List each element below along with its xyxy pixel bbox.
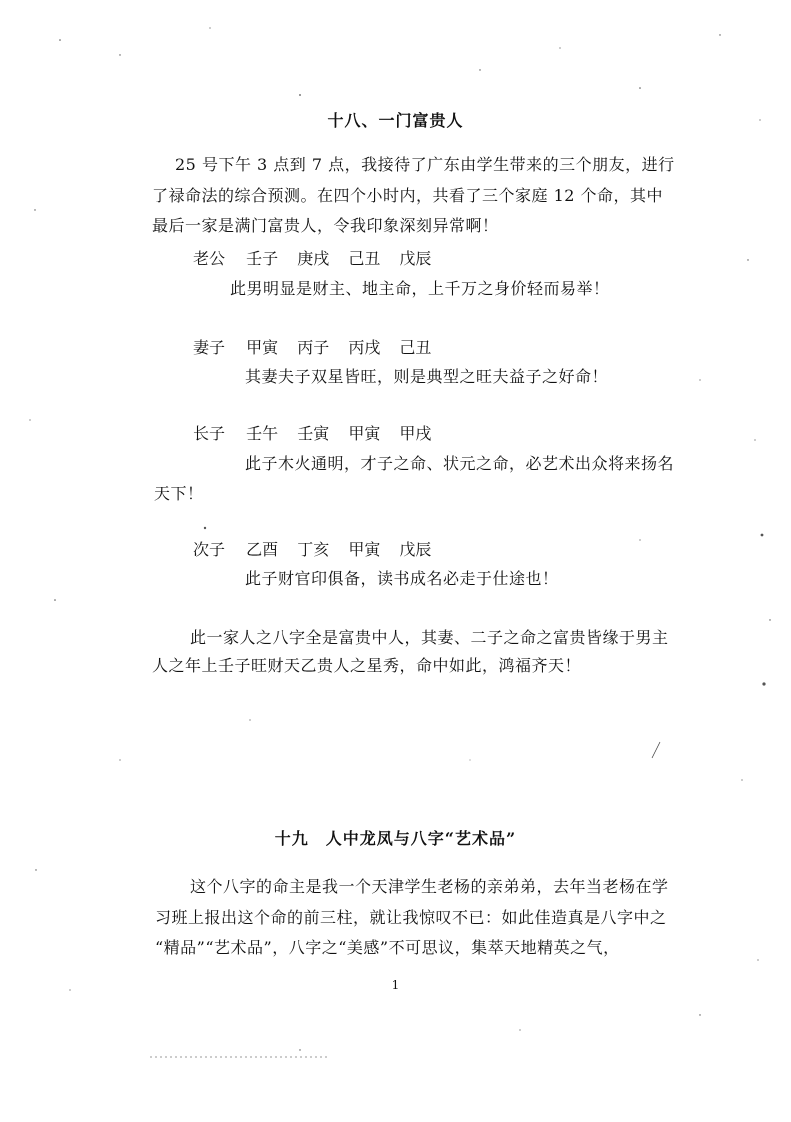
pillar-month: 庚戌 <box>297 249 330 268</box>
conclusion-line-1: 此一家人之八字全是富贵中人，其妻、二子之命之富贵皆缘于男主 <box>190 628 669 647</box>
pillar-day: 丙戌 <box>348 338 381 357</box>
member-role: 长子 <box>193 424 226 443</box>
pillar-hour: 己丑 <box>399 338 432 357</box>
section-19-title: 十九 人中龙凤与八字“艺术品” <box>274 829 517 848</box>
pillar-day: 己丑 <box>348 249 381 268</box>
member-row-husband <box>193 246 445 269</box>
member-row-elder-son <box>193 421 445 444</box>
intro-line-1: 25 号下午 3 点到 7 点，我接待了广东由学生带来的三个朋友，进行 <box>175 155 675 174</box>
section-18-title: 十八、一门富贵人 <box>327 111 464 130</box>
pillar-day: 甲寅 <box>348 540 381 559</box>
pillar-hour: 戊辰 <box>399 249 432 268</box>
member-comment-elder-son-cont: 天下！ <box>154 484 204 503</box>
member-comment-elder-son: 此子木火通明，才子之命、状元之命，必艺术出众将来扬名 <box>245 454 675 473</box>
section-19-line-3: “精品”“艺术品”，八字之“美感”不可思议，集萃天地精英之气， <box>155 938 620 957</box>
member-comment-younger-son: 此子财官印俱备，读书成名必走于仕途也！ <box>245 569 559 588</box>
pillar-hour: 戊辰 <box>399 540 432 559</box>
member-role: 次子 <box>193 540 226 559</box>
pillar-day: 甲寅 <box>348 424 381 443</box>
member-role: 老公 <box>193 249 226 268</box>
pillar-year: 壬午 <box>246 424 279 443</box>
pillar-year: 壬子 <box>246 249 279 268</box>
member-comment-wife: 其妻夫子双星皆旺，则是典型之旺夫益子之好命！ <box>245 367 609 386</box>
section-19-line-1: 这个八字的命主是我一个天津学生老杨的亲弟弟，去年当老杨在学 <box>190 877 669 896</box>
pillar-month: 丙子 <box>297 338 330 357</box>
page-number: 1 <box>391 978 400 992</box>
pillar-month: 丁亥 <box>297 540 330 559</box>
pillar-month: 壬寅 <box>297 424 330 443</box>
intro-line-3: 最后一家是满门富贵人，令我印象深刻异常啊！ <box>152 216 499 235</box>
member-row-younger-son <box>193 537 445 560</box>
pillar-year: 甲寅 <box>246 338 279 357</box>
conclusion-line-2: 人之年上壬子旺财天乙贵人之星秀，命中如此，鸿福齐天！ <box>152 656 582 675</box>
section-19-line-2: 习班上报出这个命的前三柱，就让我惊叹不已：如此佳造真是八字中之 <box>155 908 667 927</box>
intro-line-2: 了禄命法的综合预测。在四个小时内，共看了三个家庭 12 个命，其中 <box>152 186 664 205</box>
member-row-wife <box>193 335 445 358</box>
pillar-hour: 甲戌 <box>399 424 432 443</box>
pillar-year: 乙酉 <box>246 540 279 559</box>
member-role: 妻子 <box>193 338 226 357</box>
member-comment-husband: 此男明显是财主、地主命，上千万之身价轻而易举！ <box>230 279 610 298</box>
